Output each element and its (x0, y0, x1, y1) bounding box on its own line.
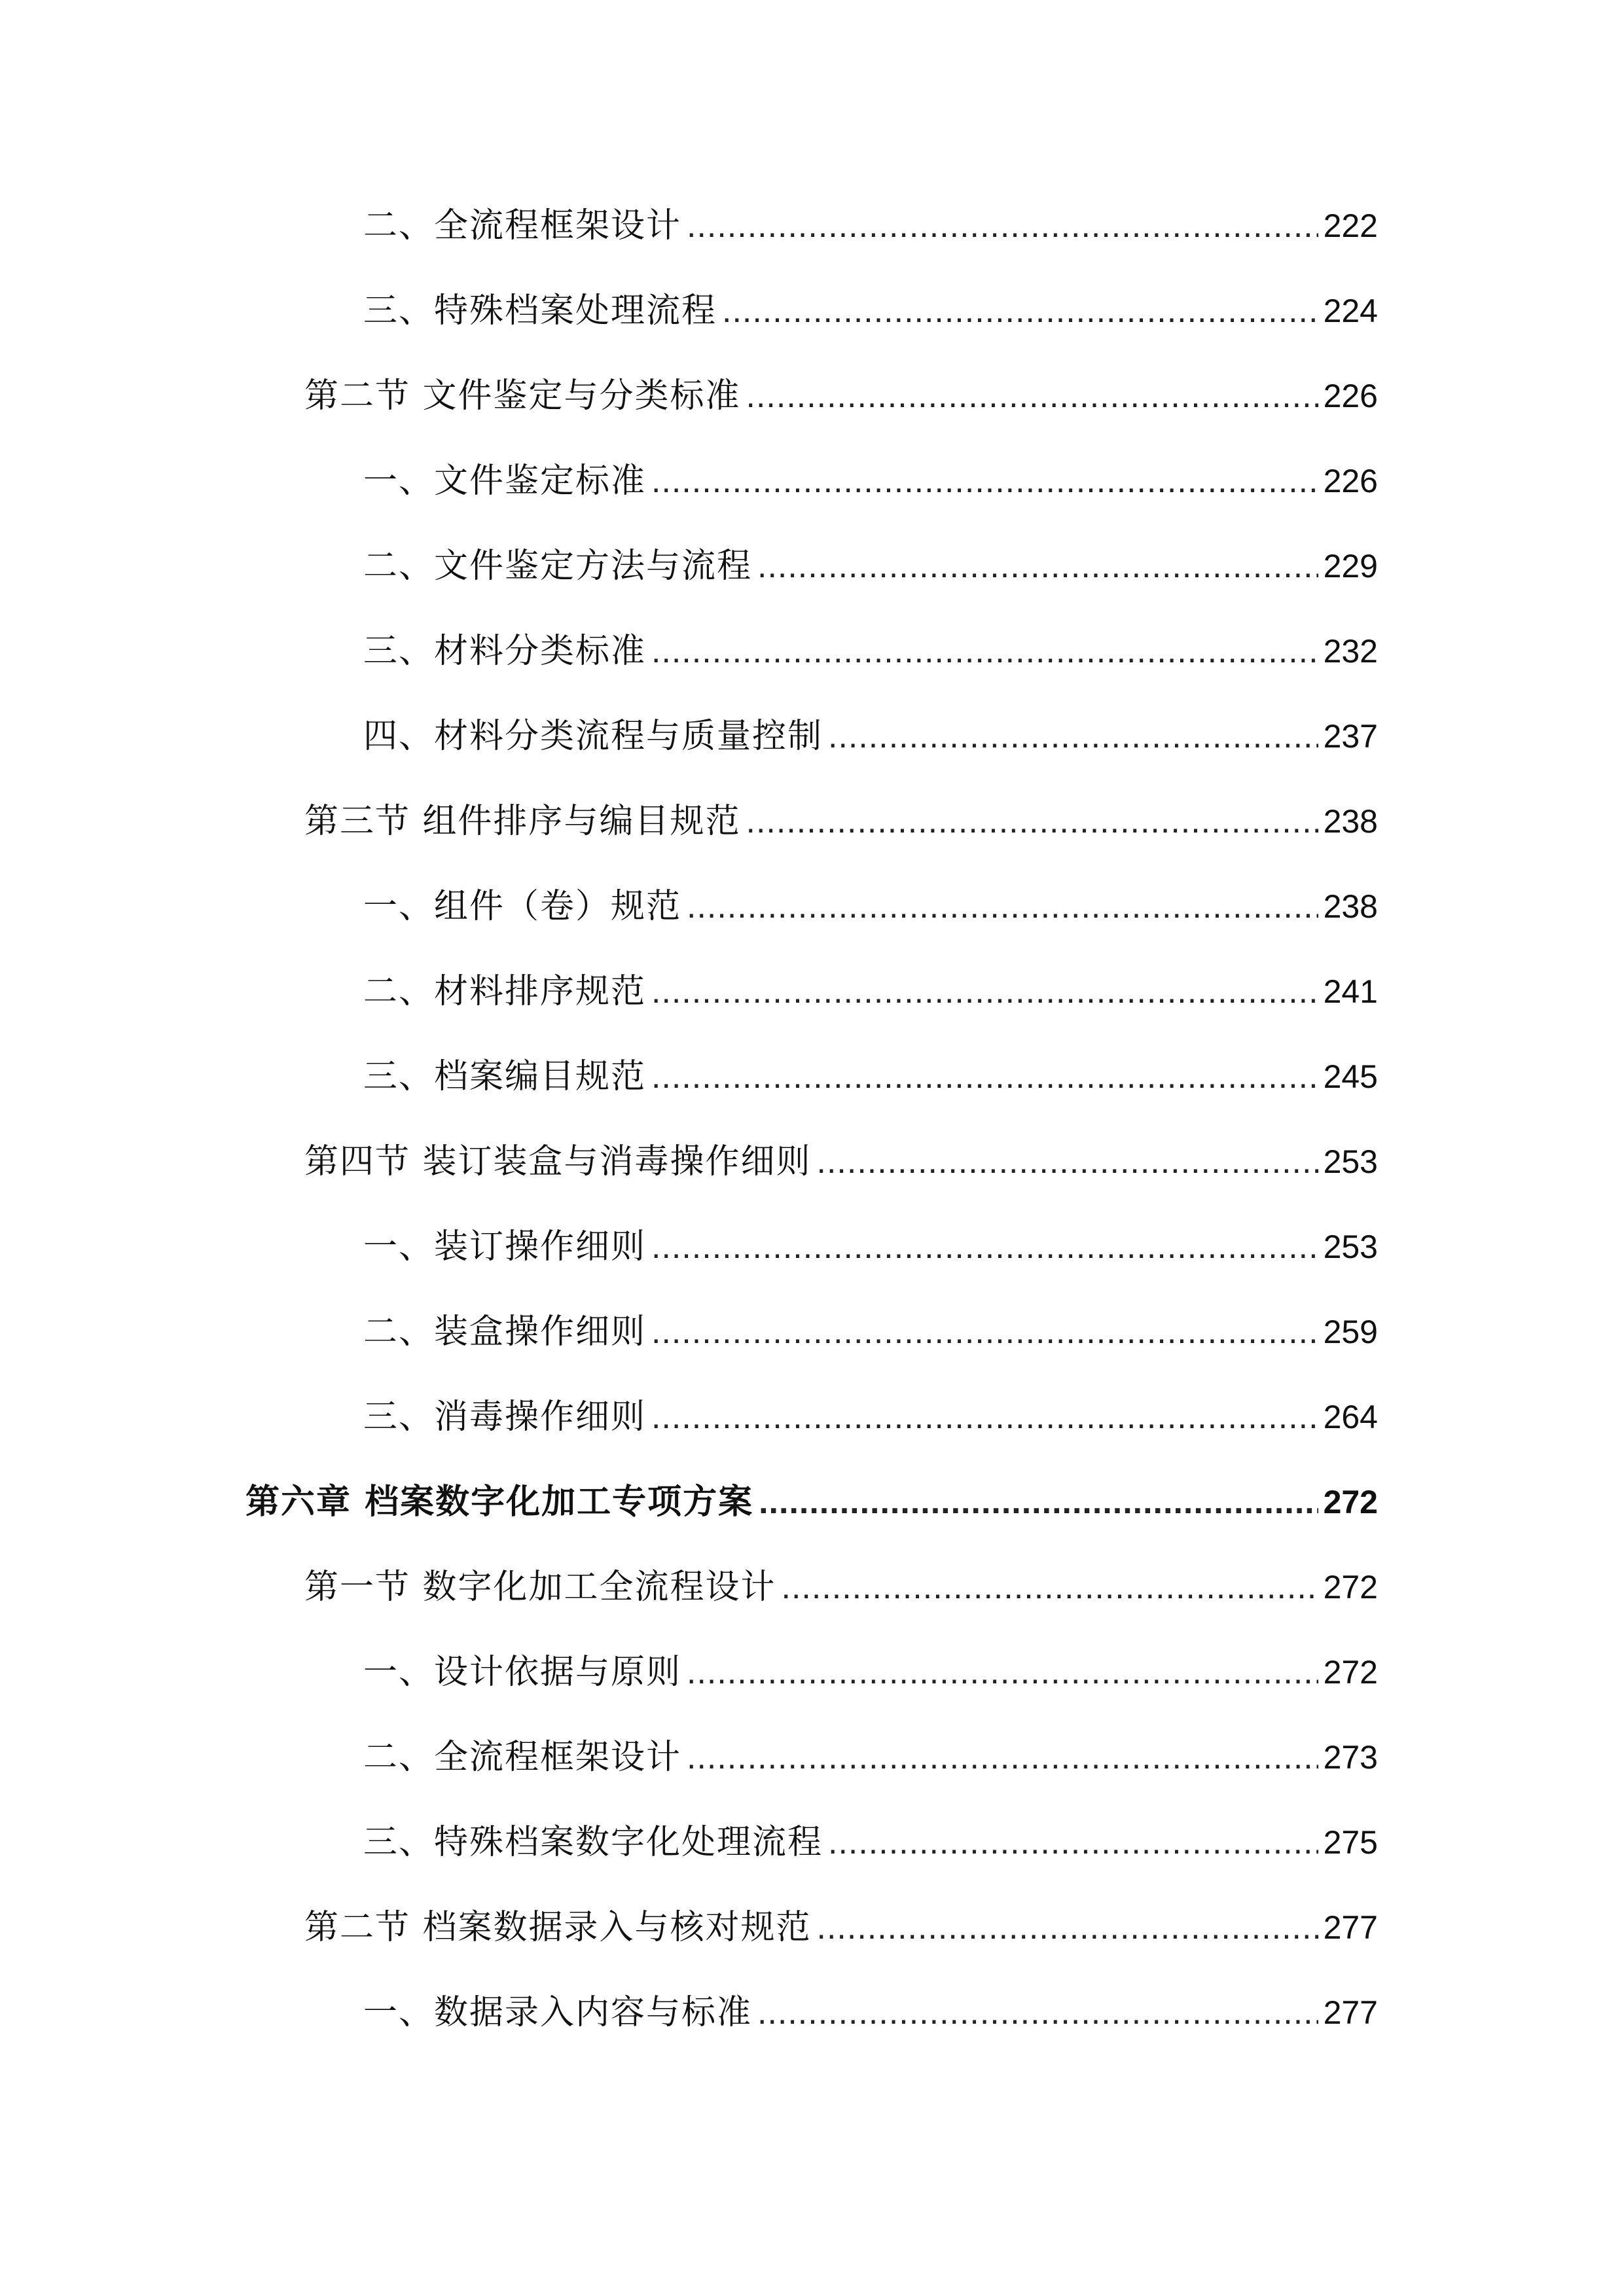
toc-entry-item[interactable] (363, 285, 1378, 337)
toc-entry-page-number: 273 (1323, 1739, 1378, 1776)
toc-entry-section[interactable] (304, 1136, 1378, 1188)
toc-entry-page-number: 241 (1323, 973, 1378, 1010)
toc-entry-page-number: 272 (1323, 1654, 1378, 1691)
toc-entry-title: 二、装盒操作细则 (363, 1312, 647, 1352)
toc-dot-leader (687, 1731, 1318, 1784)
toc-entry-item[interactable] (363, 1306, 1378, 1358)
toc-entry-title: 二、全流程框架设计 (363, 1738, 682, 1777)
toc-entry-page-number: 229 (1323, 548, 1378, 584)
toc-entry-title: 二、全流程框架设计 (363, 206, 682, 245)
toc-entry-title: 四、材料分类流程与质量控制 (363, 717, 823, 756)
toc-entry-page-number: 277 (1323, 1909, 1378, 1946)
toc-entry-page-number: 259 (1323, 1314, 1378, 1350)
toc-dot-leader (828, 710, 1318, 762)
toc-entry-title: 一、装订操作细则 (363, 1227, 647, 1266)
toc-entry-section[interactable] (304, 1901, 1378, 1954)
toc-dot-leader (651, 1221, 1318, 1273)
toc-entry-page-number: 226 (1323, 378, 1378, 414)
toc-dot-leader (651, 965, 1318, 1018)
toc-entry-title: 第一节 数字化加工全流程设计 (304, 1568, 776, 1607)
toc-dot-leader (722, 285, 1318, 337)
toc-entry-title: 第二节 文件鉴定与分类标准 (304, 376, 741, 416)
toc-entry-section[interactable] (304, 795, 1378, 848)
toc-entry-page-number: 237 (1323, 718, 1378, 755)
toc-entry-item[interactable] (363, 1646, 1378, 1698)
toc-entry-page-number: 277 (1323, 1994, 1378, 2031)
toc-entry-item[interactable] (363, 200, 1378, 252)
toc-dot-leader (651, 1391, 1318, 1443)
toc-entry-title: 第四节 装订装盒与消毒操作细则 (304, 1142, 812, 1181)
toc-entry-title: 第二节 档案数据录入与核对规范 (304, 1908, 812, 1947)
toc-entry-title: 二、文件鉴定方法与流程 (363, 547, 753, 586)
toc-entry-item[interactable] (363, 1391, 1378, 1443)
toc-entry-title: 三、档案编目规范 (363, 1057, 647, 1096)
toc-dot-leader (651, 625, 1318, 677)
toc-dot-leader (746, 370, 1318, 422)
toc-entry-page-number: 222 (1323, 207, 1378, 244)
toc-entry-item[interactable] (363, 625, 1378, 677)
toc-dot-leader (817, 1901, 1318, 1954)
toc-entry-item[interactable] (363, 1816, 1378, 1869)
toc-dot-leader (759, 1476, 1318, 1528)
toc-entry-item[interactable] (363, 965, 1378, 1018)
toc-entry-title: 二、材料排序规范 (363, 972, 647, 1011)
toc-entry-title: 三、特殊档案数字化处理流程 (363, 1823, 823, 1862)
toc-entry-page-number: 226 (1323, 463, 1378, 499)
toc-entry-title: 三、消毒操作细则 (363, 1397, 647, 1437)
toc-entry-item[interactable] (363, 1986, 1378, 2039)
toc-entry-title: 三、特殊档案处理流程 (363, 291, 717, 331)
toc-entry-item[interactable] (363, 880, 1378, 933)
toc-entry-page-number: 238 (1323, 888, 1378, 925)
toc-entry-page-number: 272 (1323, 1569, 1378, 1605)
toc-entry-page-number: 264 (1323, 1399, 1378, 1435)
toc-dot-leader (746, 795, 1318, 848)
toc-entry-item[interactable] (363, 1221, 1378, 1273)
toc-entry-title: 第六章 档案数字化加工专项方案 (245, 1482, 754, 1522)
toc-entry-page-number: 253 (1323, 1143, 1378, 1180)
toc-entry-page-number: 245 (1323, 1058, 1378, 1095)
toc-entry-page-number: 272 (1323, 1484, 1378, 1520)
toc-dot-leader (651, 1306, 1318, 1358)
toc-dot-leader (687, 200, 1318, 252)
toc-dot-leader (687, 1646, 1318, 1698)
toc-entry-item[interactable] (363, 540, 1378, 592)
toc-entry-title: 一、组件（卷）规范 (363, 887, 682, 926)
toc-entry-title: 三、材料分类标准 (363, 632, 647, 671)
toc-entry-page-number: 224 (1323, 293, 1378, 329)
toc-dot-leader (651, 455, 1318, 507)
toc-dot-leader (817, 1136, 1318, 1188)
toc-entry-page-number: 275 (1323, 1824, 1378, 1861)
toc-entry-item[interactable] (363, 1050, 1378, 1103)
toc-entry-item[interactable] (363, 455, 1378, 507)
toc-entry-section[interactable] (304, 1561, 1378, 1613)
toc-entry-page-number: 232 (1323, 633, 1378, 670)
toc-dot-leader (828, 1816, 1318, 1869)
toc-entry-page-number: 253 (1323, 1229, 1378, 1265)
toc-dot-leader (757, 540, 1318, 592)
toc-entry-title: 一、文件鉴定标准 (363, 461, 647, 501)
toc-entry-section[interactable] (304, 370, 1378, 422)
toc-dot-leader (651, 1050, 1318, 1103)
toc-dot-leader (782, 1561, 1318, 1613)
toc-entry-item[interactable] (363, 710, 1378, 762)
toc-dot-leader (687, 880, 1318, 933)
toc-entry-title: 第三节 组件排序与编目规范 (304, 802, 741, 841)
toc-entry-page-number: 238 (1323, 803, 1378, 840)
toc-entry-title: 一、数据录入内容与标准 (363, 1993, 753, 2032)
toc-dot-leader (757, 1986, 1318, 2039)
toc-entry-chapter[interactable] (245, 1476, 1378, 1528)
toc-entry-item[interactable] (363, 1731, 1378, 1784)
toc-entry-title: 一、设计依据与原则 (363, 1653, 682, 1692)
